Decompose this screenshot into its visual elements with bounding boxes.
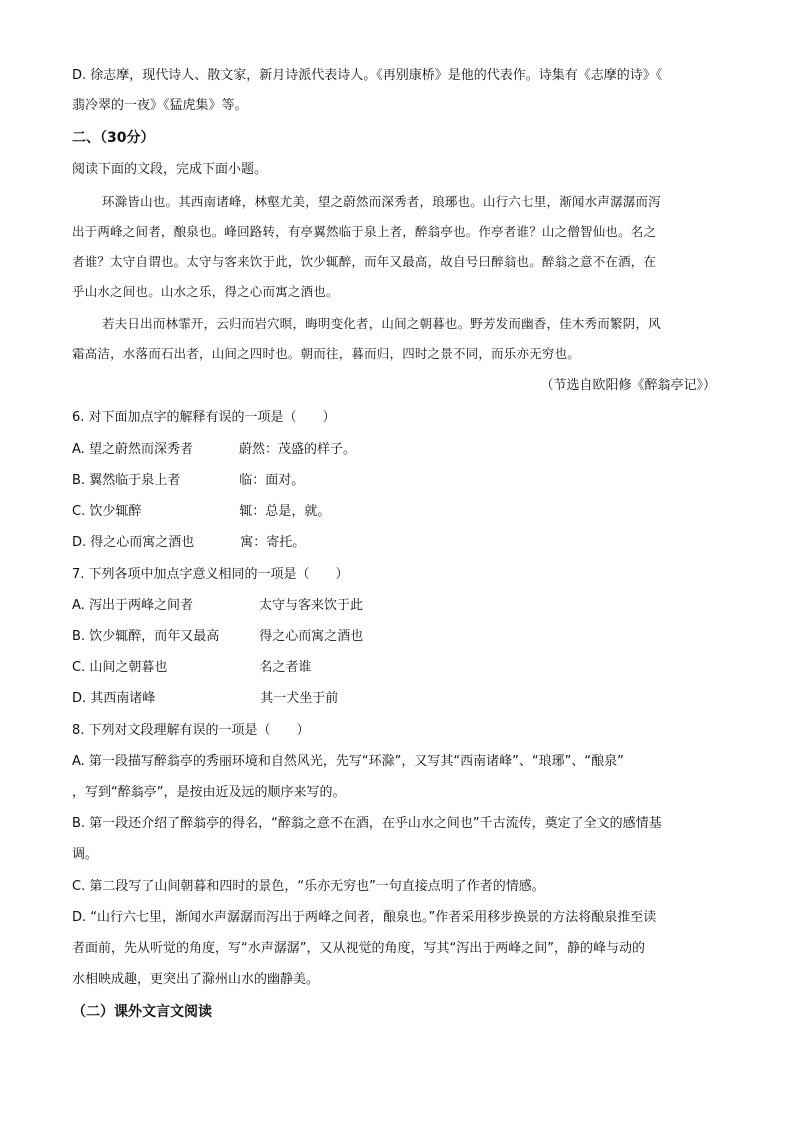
option-d-line-1: D. 徐志摩，现代诗人、散文家，新月诗派代表诗人。《再别康桥》是他的代表作。诗集有《志摩的诗》《: [72, 68, 663, 83]
q8-option-c-line-1: C. 第二段写了山间朝暮和四时的景色，“乐亦无穷也”一句直接点明了作者的情感。: [72, 879, 545, 894]
option-d-line-2: 翡冷翠的一夜》《猛虎集》等。: [72, 98, 248, 113]
passage-line: 出于两峰之间者，酿泉也。峰回路转，有亭翼然临于泉上者，醉翁亭也。作亭者谁？山之僧智仙也。名之: [72, 224, 657, 239]
passage-line: 环滁皆山也。其西南诸峰，林壑尤美，望之蔚然而深秀者，琅琊也。山行六七里，渐闻水声潺潺而泻: [102, 194, 661, 209]
q8-option-d-line-1: D. “山行六七里，渐闻水声潺潺而泻出于两峰之间者，酿泉也。”作者采用移步换景的方法将酿泉推至读: [72, 910, 657, 925]
q8-option-a-line-1: A. 第一段描写醉翁亭的秀丽环境和自然风光，先写“环滁”，又写其“西南诸峰”、“琅琊”、“酿泉”: [72, 754, 624, 769]
question-7-stem: 7. 下列各项中加点字意义相同的一项是（ ）: [72, 567, 349, 582]
passage-line: 乎山水之间也。山水之乐，得之心而寓之酒也。: [72, 284, 339, 299]
q7-option-c: C. 山间之朝暮也 名之者谁: [72, 660, 312, 675]
q6-option-b: B. 翼然临于泉上者 临：面对。: [72, 473, 305, 488]
q8-option-d-line-2: 者面前，先从听觉的角度，写“水声潺潺”，又从视觉的角度，写其“泻出于两峰之间”，静的峰与动的: [72, 941, 645, 956]
passage-line: 者谁？太守自谓也。太守与客来饮于此，饮少辄醉，而年又最高，故自号曰醉翁也。醉翁之意不在酒，在: [72, 254, 657, 269]
q8-option-a-line-2: ，写到“醉翁亭”，是按由近及远的顺序来写的。: [72, 785, 346, 800]
q7-option-d: D. 其西南诸峰 其一犬坐于前: [72, 691, 339, 706]
question-8-stem: 8. 下列对文段理解有误的一项是（ ）: [72, 723, 310, 738]
q6-option-d: D. 得之心而寓之酒也 寓：寄托。: [72, 535, 306, 550]
instruction-text: 阅读下面的文段，完成下面小题。: [72, 162, 268, 177]
q6-option-c: C. 饮少辄醉 辄：总是，就。: [72, 504, 331, 519]
q7-option-a: A. 泻出于两峰之间者 太守与客来饮于此: [72, 598, 363, 613]
passage-line: 若夫日出而林霏开，云归而岩穴暝，晦明变化者，山间之朝暮也。野芳发而幽香，佳木秀而繁阴，风: [102, 316, 661, 331]
q8-option-d-line-3: 水相映成趣，更突出了滁州山水的幽静美。: [72, 972, 320, 987]
passage-line: 霜高洁，水落而石出者，山间之四时也。朝而往，暮而归，四时之景不同，而乐亦无穷也。: [72, 346, 581, 361]
section-heading-extracurricular: （二）课外文言文阅读: [72, 1004, 212, 1020]
passage-source: （节选自欧阳修《醉翁亭记》）: [540, 378, 716, 393]
q6-option-a: A. 望之蔚然而深秀者 蔚然：茂盛的样子。: [72, 442, 356, 457]
q8-option-b-line-1: B. 第一段还介绍了醉翁亭的得名，“醉翁之意不在酒，在乎山水之间也”千古流传，奠定了全文的感情基: [72, 816, 662, 831]
q8-option-b-line-2: 调。: [72, 847, 99, 862]
q7-option-b: B. 饮少辄醉，而年又最高 得之心而寓之酒也: [72, 629, 364, 644]
section-heading: 二、（30分）: [72, 130, 155, 146]
question-6-stem: 6. 对下面加点字的解释有误的一项是（ ）: [72, 410, 336, 425]
